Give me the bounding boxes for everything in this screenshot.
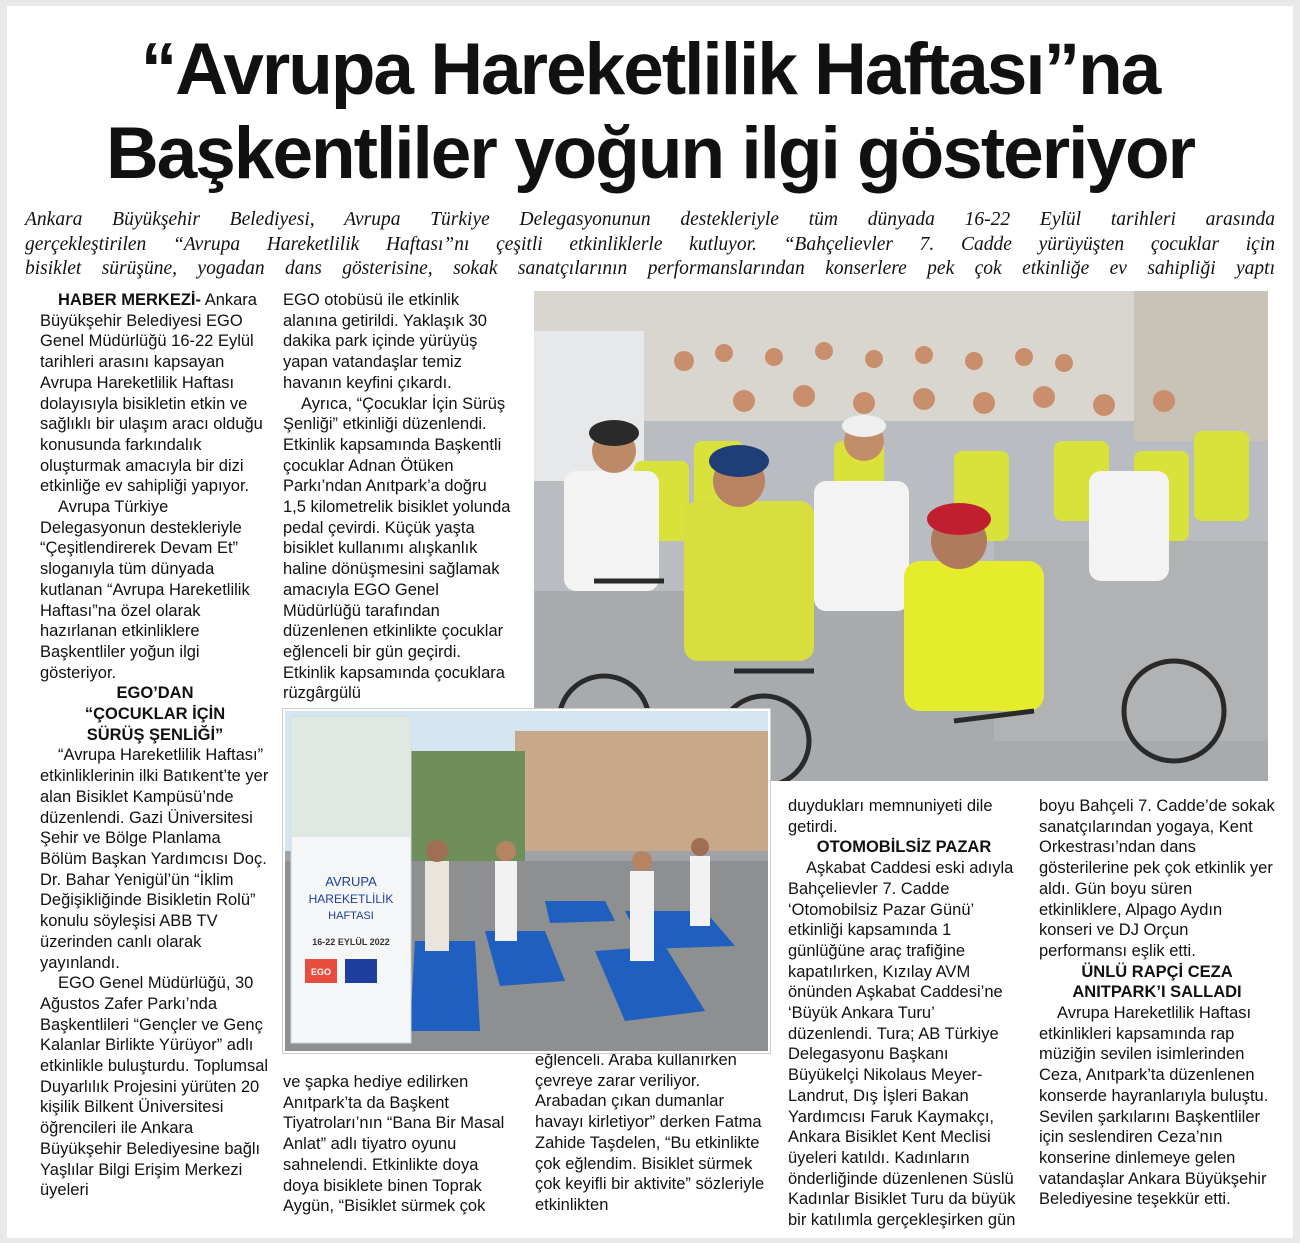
col2-paragraph-2: Ayrıca, “Çocuklar İçin Sürüş Şenliği” etkinliği düzenlendi. Etkinlik kapsamında Başkentli çocuklar Adnan Ötüken Parkı’ndan Anıtpark’a doğru 1,5 kilometrelik bisiklet yolunda pedal çevirdi. Küçük yaşta bisiklet kullanımı alışkanlık haline dönüşmesini sağlamak amacıyla EGO Genel Müdürlüğü tarafından düzenlenen etkinlikte çocuklar eğlenceli bir gün geçirdi. Etkinlik kapsamında çocuklara rüzgârgülü xyxy=(283,394,511,703)
headline-line-1: “Avrupa Hareketlilik Haftası”na xyxy=(140,29,1160,110)
col1-paragraph-2: Avrupa Türkiye Delegasyonun destekleriyle “Çeşitlendirerek Devam Et” sloganıyla tüm dünyada kutlanan “Avrupa Hareketlilik Haftası”na özel olarak hazırlanan etkinliklere Başkentliler yoğun ilgi gösteriyor. xyxy=(40,498,250,682)
byline: HABER MERKEZİ- xyxy=(58,291,201,309)
lead-line-2: gerçekleştirilen “Avrupa Hareketlilik Haftası”nı çeşitli etkinliklerle kutluyor. “Bahçelievler 7. Cadde yürüyüşten çocuklar için xyxy=(25,233,1275,255)
subheading-otomobilsiz: OTOMOBİLSİZ PAZAR xyxy=(816,838,992,857)
col2-paragraph-1: EGO otobüsü ile etkinlik alanına getirildi. Yaklaşık 30 dakika park içinde yürüyüş yapan vatandaşlar temiz havanın keyfini çıkardı. xyxy=(283,291,487,392)
banner-line-4: 16-22 EYLÜL 2022 xyxy=(312,937,390,947)
headline-line-2: Başkentliler yoğun ilgi gösteriyor xyxy=(105,113,1195,194)
column-2-top xyxy=(283,290,511,704)
col1-paragraph-4: EGO Genel Müdürlüğü, 30 Ağustos Zafer Parkı’nda Başkentlileri “Gençler ve Genç Kalanlar Birlikte Yürüyor” adlı etkinlikle buluşturdu. Toplumsal Duyarlılık Projesini yürüten 20 kişilik Bilkent Üniversitesi öğrencileri ile Ankara Büyükşehir Belediyesine bağlı Yaşlılar Bilgi Erişim Merkezi üyeleri xyxy=(40,974,269,1200)
column-3-bottom xyxy=(535,1050,765,1216)
column-1 xyxy=(40,290,270,1201)
banner-logo-text: EGO xyxy=(310,967,332,977)
headline xyxy=(7,28,1293,196)
col5-paragraph-2: Avrupa Hareketlilik Haftası etkinlikleri kapsamında rap müziğin sevilen isimlerinden Ceza, Anıtpark’ta düzenlenen konserde hayranlarıyla buluştu. Sevilen şarkılarını Başkentliler için seslendiren Ceza’nın konserine dinlemeye gelen vatandaşlar Ankara Büyükşehir Belediyesine teşekkür etti. xyxy=(1039,1004,1269,1209)
newspaper-page xyxy=(7,6,1293,1238)
col5-paragraph-1: boyu Bahçeli 7. Cadde’de sokak sanatçılarından yogaya, Kent Orkestrası’ndan dans gösterilerine pek çok etkinlik yer aldı. Gün boyu süren etkinliklere, Alpago Aydın konseri ve DJ Orçun performansı eşlik etti. xyxy=(1039,797,1275,960)
lead-line-1: Ankara Büyükşehir Belediyesi, Avrupa Türkiye Delegasyonunun destekleriyle tüm dünyada 16-22 Eylül tarihleri arasında xyxy=(25,209,1275,230)
col2-paragraph-3: ve şapka hediye edilirken Anıtpark’ta da Başkent Tiyatroları’nın “Bana Bir Masal Anlat” adlı tiyatro oyunu sahnelendi. Etkinlikte doya doya bisiklete binen Toprak Aygün, “Bisiklet sürmek çok xyxy=(283,1073,505,1216)
lead-paragraph xyxy=(25,208,1275,282)
column-2-bottom xyxy=(283,1072,511,1217)
photo-yoga xyxy=(283,709,770,1053)
photo-cyclists xyxy=(534,291,1268,781)
col3-paragraph-1: eğlenceli. Araba kullanırken çevreye zarar veriliyor. Arabadan çıkan dumanlar havayı kirletiyor” derken Fatma Zahide Taşdelen, “Bu etkinlikte çok eğlendim. Bisiklet sürmek çok keyifli bir aktivite” sözleriyle etkinlikten xyxy=(535,1051,765,1214)
banner-line-1: AVRUPA xyxy=(325,874,377,889)
col4-paragraph-2: Aşkabat Caddesi eski adıyla Bahçelievler 7. Cadde ‘Otomobilsiz Pazar Günü’ etkinliği kapsamında 1 günlüğüne araç trafiğine kapatılırken, Kızılay AVM önünden Aşkabat Caddesi’ne ‘Büyük Ankara Turu’ düzenlendi. Tura; AB Türkiye Delegasyonu Başkanı Büyükelçi Nikolaus Meyer-Landrut, Dış İşleri Bakan Yardımcısı Faruk Kaymakçı, Ankara Bisiklet Kent Meclisi üyeleri katıldı. Kadınların önderliğinde düzenlenen Süslü Kadınlar Bisiklet Turu da büyük bir katılımla gerçekleşirken gün xyxy=(788,859,1016,1230)
cyclists-illustration xyxy=(534,291,1268,781)
column-4 xyxy=(788,796,1020,1231)
col4-paragraph-1: duydukları memnuniyeti dile getirdi. xyxy=(788,797,993,836)
yoga-illustration xyxy=(285,711,768,1051)
subheading-ego: EGO’DAN “ÇOCUKLAR İÇİN SÜRÜŞ ŞENLİĞİ” xyxy=(84,684,226,744)
banner-line-2: HAREKETLİLİK xyxy=(308,892,394,906)
lead-line-3: bisiklet sürüşüne, yogadan dans gösterisine, sokak sanatçılarının performanslarından konserlere pek çok etkinliğe ev sahipliği yaptı xyxy=(25,258,1275,279)
col1-paragraph-3: “Avrupa Hareketlilik Haftası” etkinliklerinin ilki Batıkent’te yer alan Bisiklet Kampüsü’nde düzenlendi. Gazi Üniversitesi Şehir ve Bölge Planlama Bölüm Başkan Yardımcısı Doç. Dr. Bahar Yenigül’ün “İklim Değişikliğinde Bisikletin Rolü” konulu söyleşisi ABB TV üzerinden canlı olarak yayınlandı. xyxy=(40,746,269,972)
column-5 xyxy=(1039,796,1275,1210)
banner-line-3: HAFTASI xyxy=(328,910,374,922)
subheading-ceza: ÜNLÜ RAPÇİ CEZA ANITPARK’I SALLADI xyxy=(1072,962,1242,1002)
col1-paragraph-1: HABER MERKEZİ- Ankara Büyükşehir Belediyesi EGO Genel Müdürlüğü 16-22 Eylül tarihleri arasını kapsayan Avrupa Hareketlilik Haftası dolayısıyla bisikletin etkin ve sağlıklı bir ulaşım aracı olduğu konusunda farkındalık oluşturmak amacıyla bir dizi etkinliğe ev sahipliği yapıyor. xyxy=(40,291,263,496)
